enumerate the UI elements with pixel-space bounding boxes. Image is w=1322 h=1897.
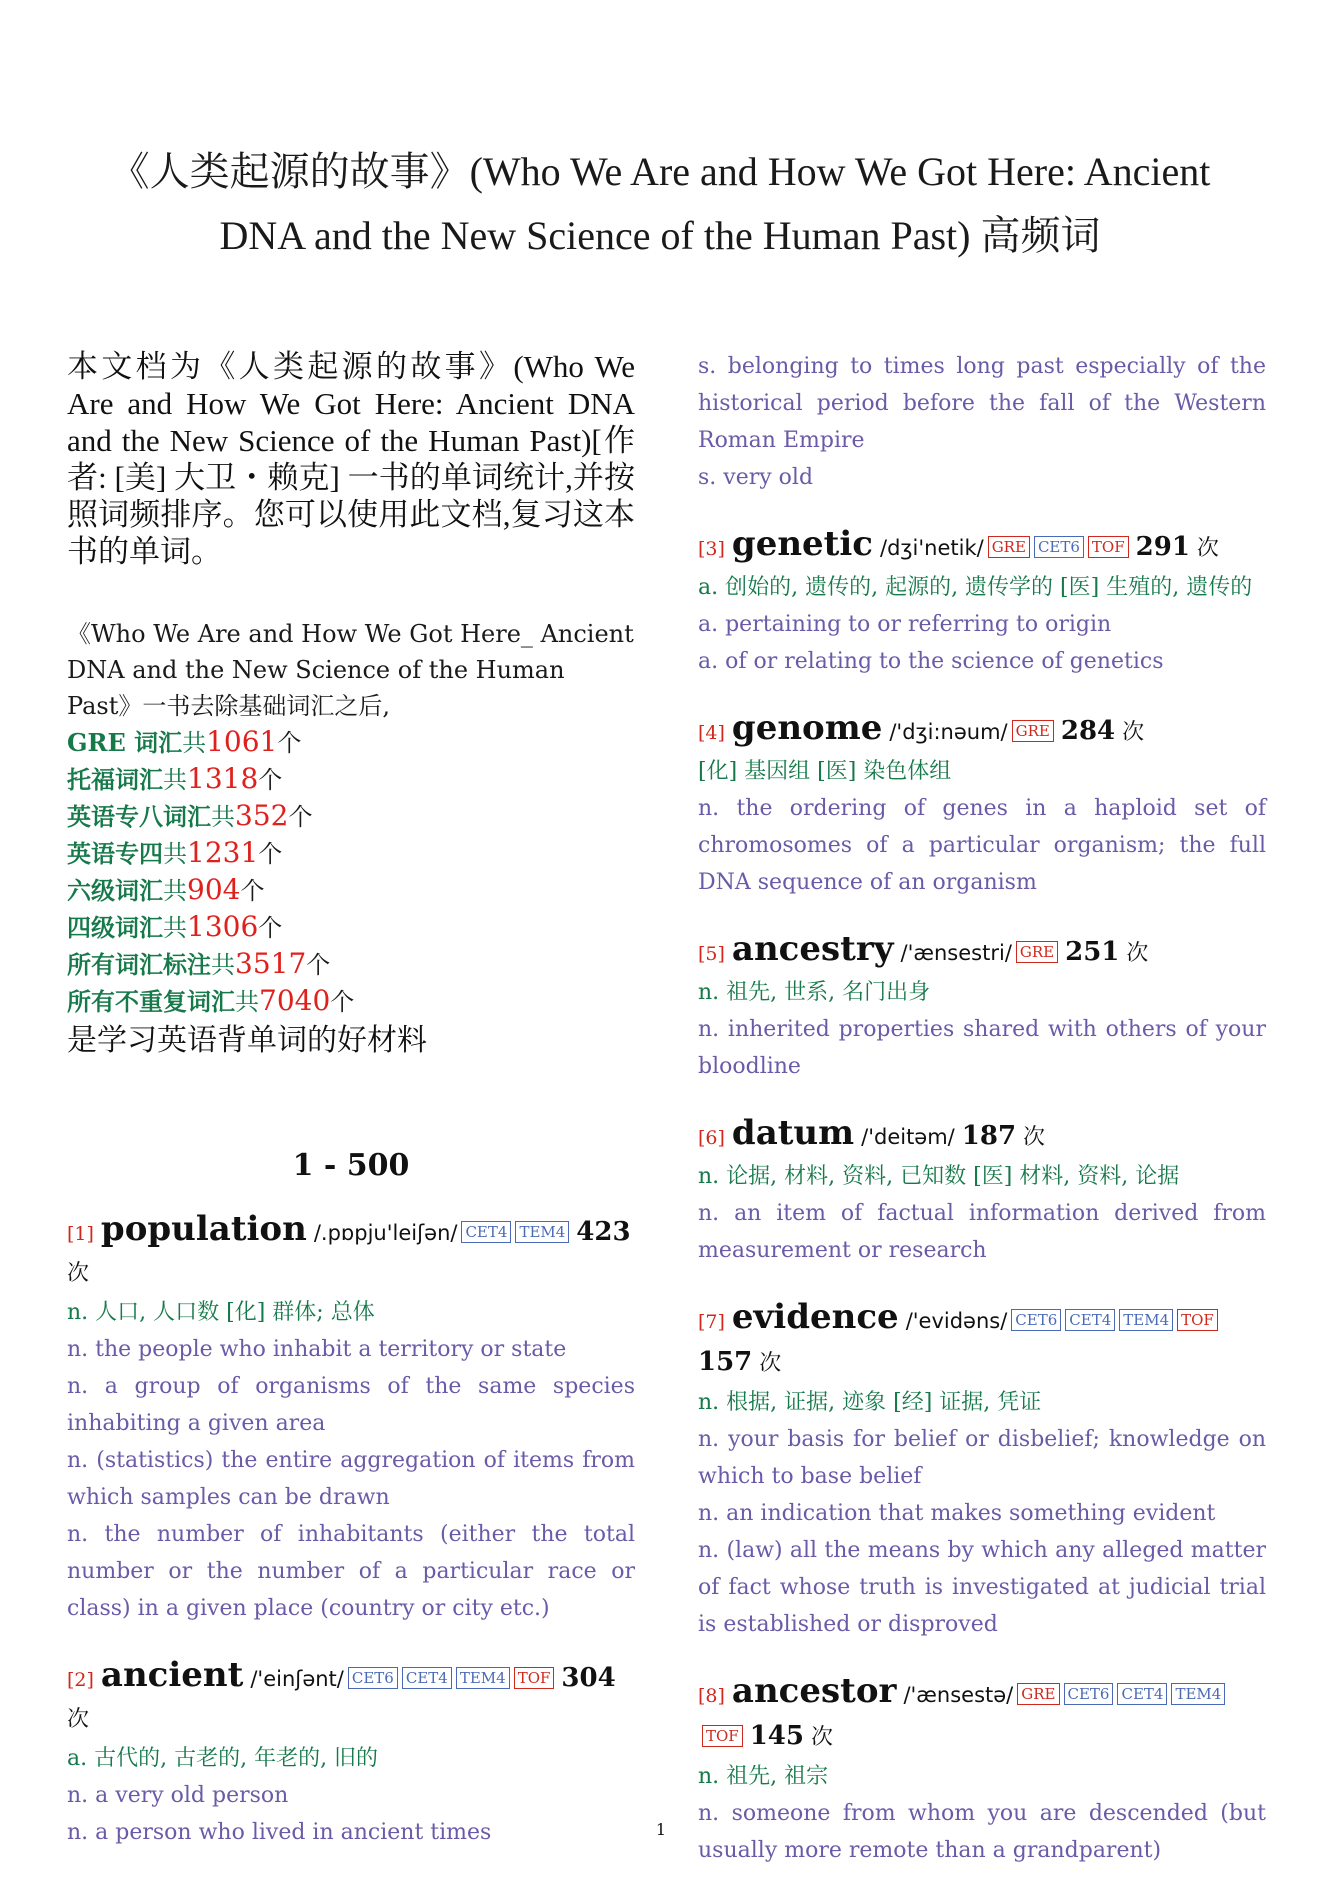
times-label: 次: [67, 1261, 90, 1286]
entry-index: [7]: [698, 1311, 725, 1333]
entry-index: [8]: [698, 1685, 725, 1707]
tag-badge-tof: TOF: [702, 1725, 743, 1747]
entry-phonetic: /'ænsestri/: [900, 941, 1012, 965]
stat-count: 1318: [187, 762, 259, 795]
tag-badge-tem4: TEM4: [1119, 1309, 1173, 1331]
stat-count: 1231: [187, 836, 259, 869]
entry-head: [698, 1297, 1266, 1384]
entry-index: [2]: [67, 1669, 94, 1691]
entry-chinese: [化] 基因组 [医] 染色体组: [698, 759, 952, 784]
entry-phonetic: /'ænsestə/: [903, 1683, 1014, 1707]
entry-count: 145: [749, 1721, 804, 1751]
entry-word: genetic: [731, 524, 874, 564]
stat-label: 托福词汇: [67, 765, 163, 794]
entry-count: 187: [961, 1121, 1017, 1151]
entry-head: [698, 524, 1266, 569]
entries-left: [67, 1209, 635, 1851]
entry-phonetic: /'deitəm/: [861, 1125, 955, 1149]
stat-row: [67, 946, 635, 983]
entry-definition: n. (statistics) the entire aggregation of items from which samples can be drawn: [67, 1448, 635, 1510]
stat-unit: 个: [258, 766, 283, 794]
entry-index: [6]: [698, 1127, 725, 1149]
entry-definition: n. an indication that makes something evident: [698, 1501, 1216, 1526]
entry-phonetic: /'einʃənt/: [250, 1667, 344, 1691]
stat-label: 英语专四: [67, 839, 163, 868]
stat-row: [67, 798, 635, 835]
tag-badge-cet6: CET6: [1011, 1309, 1061, 1331]
tag-badge-gre: GRE: [988, 536, 1030, 558]
word-entry: [67, 1209, 635, 1627]
entry-phonetic: /.pɒpju'leiʃən/: [313, 1221, 458, 1245]
word-entry: [698, 708, 1266, 901]
stat-gong: 共: [235, 988, 259, 1016]
stat-count: 7040: [259, 984, 331, 1017]
stat-row: [67, 761, 635, 798]
entry-word: ancestry: [731, 929, 894, 969]
entry-count: 251: [1065, 937, 1120, 967]
times-label: 次: [1023, 1125, 1046, 1150]
word-entry: [698, 1671, 1266, 1869]
word-entry: [698, 1113, 1266, 1269]
stat-unit: 个: [306, 951, 331, 979]
entry-head: [698, 1113, 1266, 1158]
stat-row: [67, 983, 635, 1020]
range-heading: 1 - 500: [292, 1148, 410, 1183]
entry-definition: a. pertaining to or referring to origin: [698, 612, 1112, 637]
stat-gong: 共: [182, 729, 207, 757]
stat-unit: 个: [240, 877, 265, 905]
stat-label: GRE 词汇: [67, 728, 183, 757]
entry-head: [698, 708, 1266, 753]
tag-badge-tof: TOF: [514, 1667, 555, 1689]
entry-index: [4]: [698, 722, 725, 744]
entry-chinese: a. 古代的, 古老的, 年老的, 旧的: [67, 1746, 379, 1771]
entry-definition: n. the number of inhabitants (either the total number or the number of a particular race or class) in a given place (country or city etc.): [67, 1522, 635, 1621]
entry-chinese: n. 人口, 人口数 [化] 群体; 总体: [67, 1300, 375, 1325]
stats-list: [67, 724, 635, 1020]
entry-definition: n. a group of organisms of the same species inhabiting a given area: [67, 1374, 635, 1436]
entry-definition: n. inherited properties shared with others of your bloodline: [698, 1017, 1266, 1079]
stat-gong: 共: [211, 803, 235, 831]
tag-badge-tof: TOF: [1177, 1309, 1218, 1331]
entry-index: [3]: [698, 538, 725, 560]
entry-phonetic: /'dʒi:nəum/: [889, 720, 1008, 744]
entry-definition: n. a very old person: [67, 1783, 289, 1808]
tag-badge-tof: TOF: [1088, 536, 1129, 558]
stat-count: 904: [187, 873, 241, 906]
tag-badge-cet6: CET6: [348, 1667, 398, 1689]
entry-definition: n. your basis for belief or disbelief; knowledge on which to base belief: [698, 1427, 1266, 1489]
left-column: [67, 348, 635, 1879]
entry-chinese: a. 创始的, 遗传的, 起源的, 遗传学的 [医] 生殖的, 遗传的: [698, 575, 1253, 600]
tag-badge-cet6: CET6: [1064, 1683, 1114, 1705]
stat-row: [67, 835, 635, 872]
tag-badge-tem4: TEM4: [456, 1667, 510, 1689]
stat-row: [67, 909, 635, 946]
entry-definition: n. a person who lived in ancient times: [67, 1820, 492, 1845]
word-entry-continued: [698, 348, 1266, 496]
entry-count: 423: [576, 1217, 631, 1247]
stat-unit: 个: [258, 840, 283, 868]
stat-label: 英语专八词汇: [67, 802, 211, 831]
stat-unit: 个: [258, 914, 283, 942]
entry-definition: n. someone from whom you are descended (but usually more remote than a grandparent): [698, 1801, 1266, 1863]
entry-chinese: n. 根据, 证据, 迹象 [经] 证据, 凭证: [698, 1390, 1042, 1415]
times-label: 次: [1196, 536, 1219, 561]
entry-count: 157: [698, 1347, 753, 1377]
entry-count: 284: [1060, 716, 1116, 746]
stat-label: 所有不重复词汇: [67, 987, 235, 1016]
stat-count: 1306: [187, 910, 259, 943]
entry-word: ancient: [100, 1655, 244, 1695]
entry-head: [67, 1209, 635, 1294]
entry-definition: n. (law) all the means by which any alleged matter of fact whose truth is investigated at judicial trial is established or disproved: [698, 1538, 1266, 1637]
entry-phonetic: /'evidəns/: [905, 1309, 1008, 1333]
stat-label: 六级词汇: [67, 876, 163, 905]
entry-index: [1]: [67, 1223, 94, 1245]
entry-definition: a. of or relating to the science of genetics: [698, 649, 1164, 674]
entry-head: [698, 929, 1266, 974]
stat-count: 1061: [206, 725, 278, 758]
stat-gong: 共: [163, 840, 187, 868]
tag-badge-gre: GRE: [1012, 720, 1054, 742]
stat-gong: 共: [163, 914, 187, 942]
entries-right: [698, 348, 1266, 1869]
entry-head: [67, 1655, 635, 1740]
tag-badge-cet4: CET4: [1065, 1309, 1115, 1331]
tag-badge-gre: GRE: [1016, 941, 1058, 963]
entry-word: genome: [731, 708, 883, 748]
tag-badge-cet4: CET4: [461, 1221, 511, 1243]
stats-block: [67, 616, 635, 1060]
entry-index: [5]: [698, 943, 725, 965]
entry-chinese: n. 祖先, 祖宗: [698, 1764, 829, 1789]
tag-badge-tem4: TEM4: [515, 1221, 569, 1243]
times-label: 次: [67, 1707, 90, 1732]
stat-unit: 个: [277, 729, 302, 757]
tag-badge-cet4: CET4: [1117, 1683, 1167, 1705]
entry-count: 304: [561, 1663, 616, 1693]
stat-unit: 个: [288, 803, 313, 831]
stat-row: [67, 724, 635, 761]
tag-badge-cet4: CET4: [402, 1667, 452, 1689]
title-line-2: DNA and the New Science of the Human Past) 高频词: [219, 213, 1101, 258]
stat-row: [67, 872, 635, 909]
entry-head: [698, 1671, 1266, 1758]
times-label: 次: [811, 1725, 834, 1750]
entry-definition: n. the people who inhabit a territory or state: [67, 1337, 567, 1362]
stat-gong: 共: [163, 877, 187, 905]
stat-count: 3517: [235, 947, 307, 980]
entry-definition: s. belonging to times long past especially of the historical period before the fall of the Western Roman Empire: [698, 354, 1266, 453]
times-label: 次: [1122, 720, 1145, 745]
tag-badge-gre: GRE: [1017, 1683, 1059, 1705]
times-label: 次: [759, 1351, 782, 1376]
entry-definition: n. the ordering of genes in a haploid set of chromosomes of a particular organism; the full DNA sequence of an organism: [698, 796, 1266, 895]
entry-definition: n. an item of factual information derived from measurement or research: [698, 1201, 1266, 1263]
word-entry: [698, 1297, 1266, 1643]
right-column: [698, 348, 1266, 1897]
document-title: [60, 140, 1260, 268]
stats-intro: 《Who We Are and How We Got Here_ Ancient DNA and the New Science of the Human Past》一书去除基础词汇之后,: [67, 620, 634, 720]
stat-count: 352: [235, 799, 289, 832]
stat-unit: 个: [330, 988, 355, 1016]
stats-closing: 是学习英语背单词的好材料: [67, 1023, 427, 1058]
entry-word: population: [100, 1209, 307, 1249]
page-number: 1: [655, 1820, 667, 1839]
stat-label: 四级词汇: [67, 913, 163, 942]
entry-definition: s. very old: [698, 465, 814, 490]
times-label: 次: [1126, 941, 1149, 966]
stat-gong: 共: [211, 951, 235, 979]
word-entry: [698, 929, 1266, 1085]
intro-paragraph: 本文档为《人类起源的故事》(Who We Are and How We Got Here: Ancient DNA and the New Science of the Human Past)[作者: [美] 大卫・赖克] 一书的单词统计,并按照词频排序。您可以使用此文档,复习这本书的单词。: [67, 349, 635, 569]
entry-chinese: n. 祖先, 世系, 名门出身: [698, 980, 931, 1005]
title-line-1: 《人类起源的故事》(Who We Are and How We Got Here: Ancient: [109, 149, 1211, 194]
entry-word: evidence: [731, 1297, 899, 1337]
entry-word: datum: [731, 1113, 855, 1153]
tag-badge-tem4: TEM4: [1171, 1683, 1225, 1705]
entry-count: 291: [1135, 532, 1190, 562]
entry-word: ancestor: [731, 1671, 897, 1711]
stat-label: 所有词汇标注: [67, 950, 211, 979]
stat-gong: 共: [163, 766, 187, 794]
entry-chinese: n. 论据, 材料, 资料, 已知数 [医] 材料, 资料, 论据: [698, 1164, 1180, 1189]
entry-phonetic: /dʒi'netik/: [880, 536, 984, 560]
tag-badge-cet6: CET6: [1034, 536, 1084, 558]
word-entry: [698, 524, 1266, 680]
